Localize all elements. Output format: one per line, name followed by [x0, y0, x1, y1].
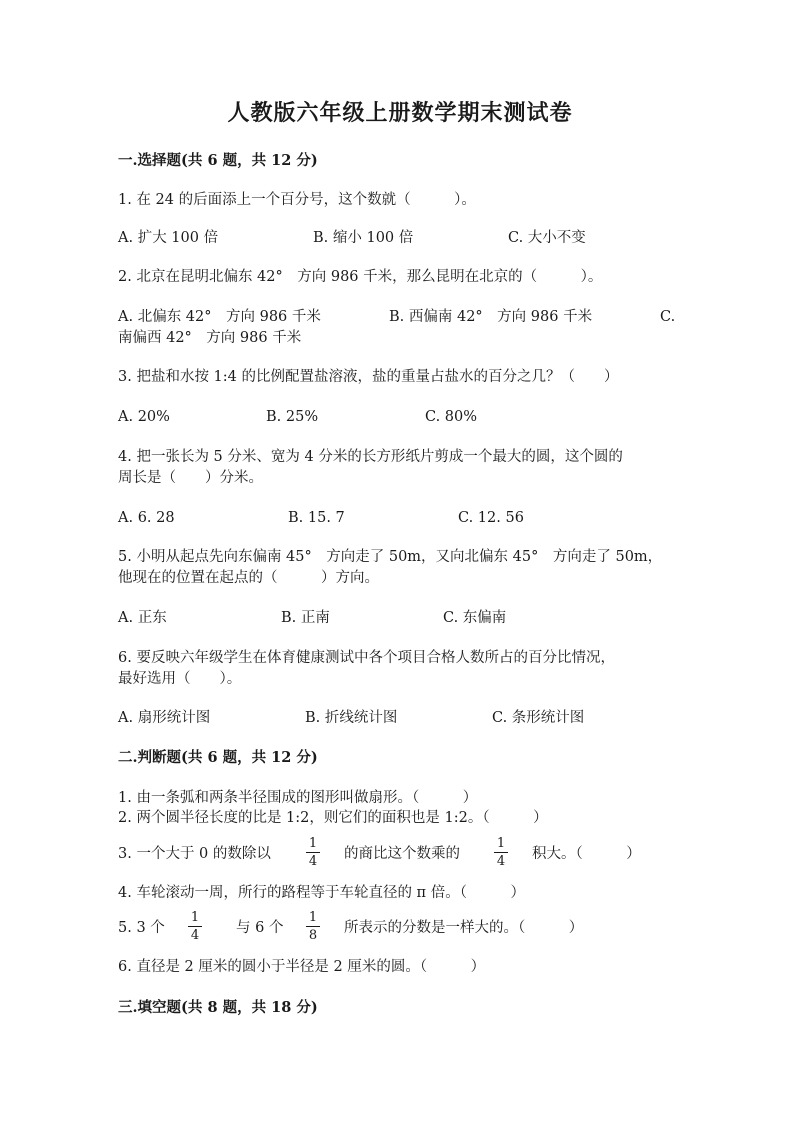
mc-q1-option-b: B. 缩小 100 倍 [313, 230, 414, 246]
tf-question-3-part1: 3. 一个大于 0 的数除以 [118, 846, 271, 862]
mc-question-5-line2: 他现在的位置在起点的（ ）方向。 [118, 570, 379, 586]
fraction-one-quarter: 1 4 [186, 910, 204, 943]
mc-q6-option-b: B. 折线统计图 [305, 710, 398, 726]
mc-q4-option-a: A. 6. 28 [118, 510, 175, 526]
mc-q5-option-c: C. 东偏南 [443, 610, 507, 626]
mc-q3-option-c: C. 80% [425, 409, 478, 425]
mc-question-4-line2: 周长是（ ）分米。 [118, 470, 263, 486]
mc-q5-option-b: B. 正南 [281, 610, 330, 626]
section-heading-choice: 一.选择题(共 6 题，共 12 分) [118, 152, 318, 169]
mc-q2-option-c-label: C. [660, 309, 676, 325]
fraction-one-quarter: 1 4 [492, 836, 510, 869]
mc-q5-option-a: A. 正东 [118, 610, 167, 626]
mc-question-6-line2: 最好选用（ ）。 [118, 671, 242, 687]
mc-q6-option-a: A. 扇形统计图 [118, 710, 211, 726]
section-heading-fill-in: 三.填空题(共 8 题，共 18 分) [118, 999, 318, 1016]
tf-question-5-part2: 与 6 个 [236, 920, 284, 936]
tf-question-5-part1: 5. 3 个 [118, 920, 165, 936]
mc-question-4-line1: 4. 把一张长为 5 分米、宽为 4 分米的长方形纸片剪成一个最大的圆，这个圆的 [118, 449, 623, 465]
section-heading-true-false: 二.判断题(共 6 题，共 12 分) [118, 749, 318, 766]
mc-question-2: 2. 北京在昆明北偏东 42° 方向 986 千米，那么昆明在北京的（ ）。 [118, 269, 603, 285]
mc-question-3: 3. 把盐和水按 1:4 的比例配置盐溶液，盐的重量占盐水的百分之几？（ ） [118, 369, 619, 385]
mc-q4-option-c: C. 12. 56 [458, 510, 524, 526]
mc-q2-option-b: B. 西偏南 42° 方向 986 千米 [389, 309, 593, 325]
tf-question-4: 4. 车轮滚动一周，所行的路程等于车轮直径的 π 倍。（ ） [118, 885, 525, 901]
tf-question-3-part2: 的商比这个数乘的 [344, 846, 460, 862]
mc-question-5-line1: 5. 小明从起点先向东偏南 45° 方向走了 50m，又向北偏东 45° 方向走了 50m， [118, 549, 663, 565]
tf-question-6: 6. 直径是 2 厘米的圆小于半径是 2 厘米的圆。（ ） [118, 959, 486, 975]
tf-question-5-part3: 所表示的分数是一样大的。（ ） [344, 920, 584, 936]
tf-question-2: 2. 两个圆半径长度的比是 1:2，则它们的面积也是 1:2。（ ） [118, 810, 548, 826]
mc-q2-option-a: A. 北偏东 42° 方向 986 千米 [118, 309, 321, 325]
mc-q1-option-a: A. 扩大 100 倍 [118, 230, 219, 246]
mc-q4-option-b: B. 15. 7 [288, 510, 345, 526]
mc-question-6-line1: 6. 要反映六年级学生在体育健康测试中各个项目合格人数所占的百分比情况， [118, 650, 615, 666]
page-title: 人教版六年级上册数学期末测试卷 [227, 100, 573, 126]
mc-q1-option-c: C. 大小不变 [508, 230, 586, 246]
mc-q2-option-c-text: 南偏西 42° 方向 986 千米 [118, 330, 302, 346]
mc-question-1: 1. 在 24 的后面添上一个百分号，这个数就（ ）。 [118, 192, 476, 208]
mc-q6-option-c: C. 条形统计图 [492, 710, 585, 726]
tf-question-1: 1. 由一条弧和两条半径围成的图形叫做扇形。（ ） [118, 790, 478, 806]
mc-q3-option-b: B. 25% [266, 409, 319, 425]
tf-question-3-part3: 积大。（ ） [532, 846, 641, 862]
fraction-one-eighth: 1 8 [304, 910, 322, 943]
fraction-one-quarter: 1 4 [304, 836, 322, 869]
mc-q3-option-a: A. 20% [118, 409, 170, 425]
